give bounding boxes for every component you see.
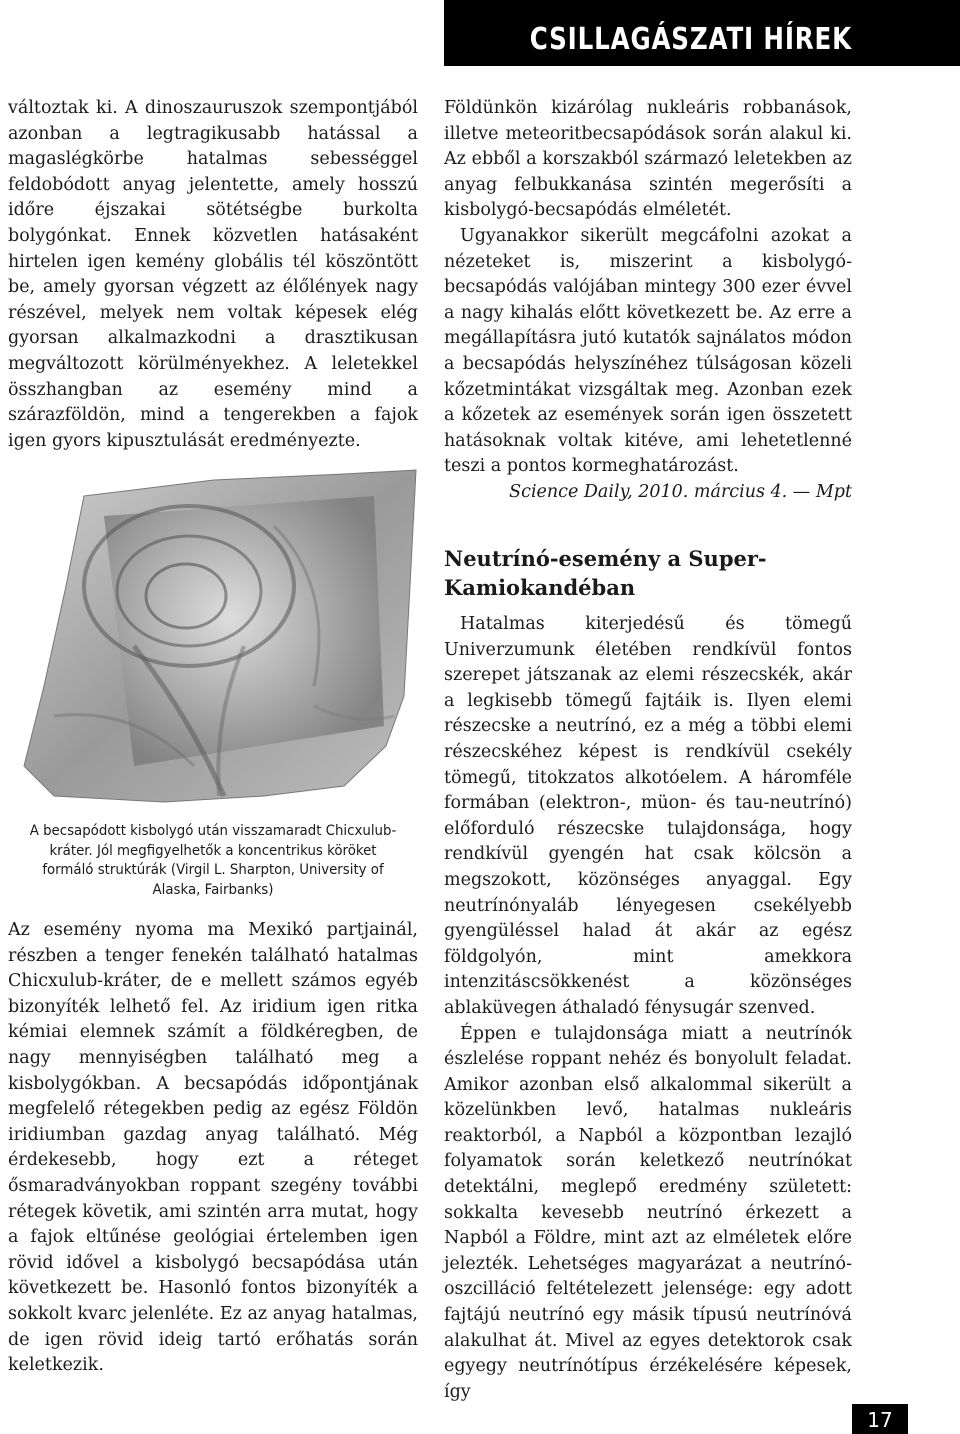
- crater-figure: [14, 466, 422, 806]
- paragraph: Éppen e tulajdonsága miatt a neutrínók észlelése roppant nehéz és bonyolult feladat. Amikor azonban első alkalommal sikerült a közelünkben levő, hatalmas nukleáris reaktorból, a Napból a központban lezajló folyamatok során keletkező neutrínókat detektálni, meglepő eredmény született: sokkalta kevesebb neutrínó érkezett a Napból a Földre, mint azt az elméletek előre jelezték. Lehetséges magyarázat a neutrínó-oszcilláció feltételezett jelensége: egy adott fajtájú neutrínó egy másik típusú neutrínóvá alakulhat át. Mivel az egyes detektorok csak egyegy neutrínótípus érzékelésére képesek, így: [444, 1023, 852, 1402]
- paragraph: változtak ki. A dinoszauruszok szempontjából azonban a legtragikusabb hatással a magaslégkörbe hatalmas sebességgel feldobódott anyag jelentette, amely hosszú időre éjszakai sötétségbe burkolta bolygónkat. Ennek közvetlen hatásaként hirtelen igen kemény globális tél köszöntött be, amely gyorsan végzett az élőlények nagy részével, melyek nem voltak képesek elég gyorsan alkalmazkodni a drasztikusan megváltozott körülményekhez. A leletekkel összhangban az esemény mind a szárazföldön, mind a tengerekben a fajok igen gyors kipusztulását eredményezte.: [8, 98, 418, 451]
- paragraph: Ugyanakkor sikerült megcáfolni azokat a nézeteket is, miszerint a kisbolygó-becsapódás valójában mintegy 300 ezer évvel a nagy kihalás előtt következett be. Az erre a megállapításra jutó kutatók sajnálatos módon a becsapódás helyszínéhez túlságosan közeli kőzetmintákat vizsgáltak meg. Azonban ezek a kőzetek az események során igen összetett hatásoknak voltak kitéve, ami lehetetlenné teszi a pontos kormeghatározást.: [444, 225, 852, 477]
- paragraph: Az esemény nyoma ma Mexikó partjainál, részben a tenger fenekén található hatalmas Chicxulub-kráter, de e mellett számos egyéb bizonyíték lelhető fel. Az iridium igen ritka kémiai elemnek számít a földkéregben, de nagy mennyiségben található meg a kisbolygókban. A becsapódás időpontjának megfelelő rétegekben pedig az egész Földön iridiumban gazdag anyag található. Még érdekesebb, hogy ezt a réteget ősmaradványokban roppant szegény további rétegek követik, ami szintén arra mutat, hogy a fajok eltűnése geológiai értelemben igen rövid idővel a kisbolygó becsapódása után következett be. Hasonló fontos bizonyíték a sokkolt kvarc jelenléte. Ez az anyag hatalmas, de igen rövid ideig tartó erőhatás során keletkezik.: [8, 920, 418, 1376]
- right-column-bottom: [444, 612, 852, 1405]
- paragraph: Hatalmas kiterjedésű és tömegű Univerzumunk életében rendkívül fontos szerepet játszanak az elemi részecskék, akár a legkisebb tömegű fajtáik is. Ilyen elemi részecske a neutrínó, ez a még a többi elemi részecskéhez képest is rendkívül csekély tömegű, titokzatos alkotóelem. A háromféle formában (elektron-, müon- és tau-neutrínó) előforduló részecske tulajdonsága, hogy rendkívül gyengén hat csak kölcsön a megszokott, közönséges anyaggal. Egy neutrínónyaláb lényegesen csekélyebb gyengüléssel halad át akár az egész földgolyón, mint amekkora intenzitáscsökkenést a közönséges ablaküvegen áthaladó fénysugár szenved.: [444, 614, 852, 1018]
- section-header-bar: [444, 0, 960, 66]
- left-column-top: [8, 96, 418, 454]
- paragraph: Földünkön kizárólag nukleáris robbanások, illetve meteoritbecsapódások során alakul ki. Az ebből a korszakból származó leletekben az anyag felbukkanása szintén megerősíti a kisbolygó-becsapódás elméletét.: [444, 98, 852, 221]
- page-number: 17: [867, 1408, 893, 1432]
- article-heading: Neutrínó-esemény a Super-Kamiokandéban: [444, 546, 767, 600]
- section-title: CSILLAGÁSZATI HÍREK: [529, 22, 852, 57]
- page-number-box: [852, 1404, 908, 1434]
- crater-relief-image: [14, 466, 422, 806]
- left-column-bottom: [8, 918, 418, 1379]
- right-column-top: [444, 96, 852, 506]
- figure-caption: A becsapódott kisbolygó után visszamaradt Chicxulub-kráter. Jól megfigyelhetők a koncentrikus köröket formáló struktúrák (Virgil L. Sharpton, University of Alaska, Fairbanks): [29, 823, 397, 898]
- article-source: Science Daily, 2010. március 4. — Mpt: [509, 481, 852, 502]
